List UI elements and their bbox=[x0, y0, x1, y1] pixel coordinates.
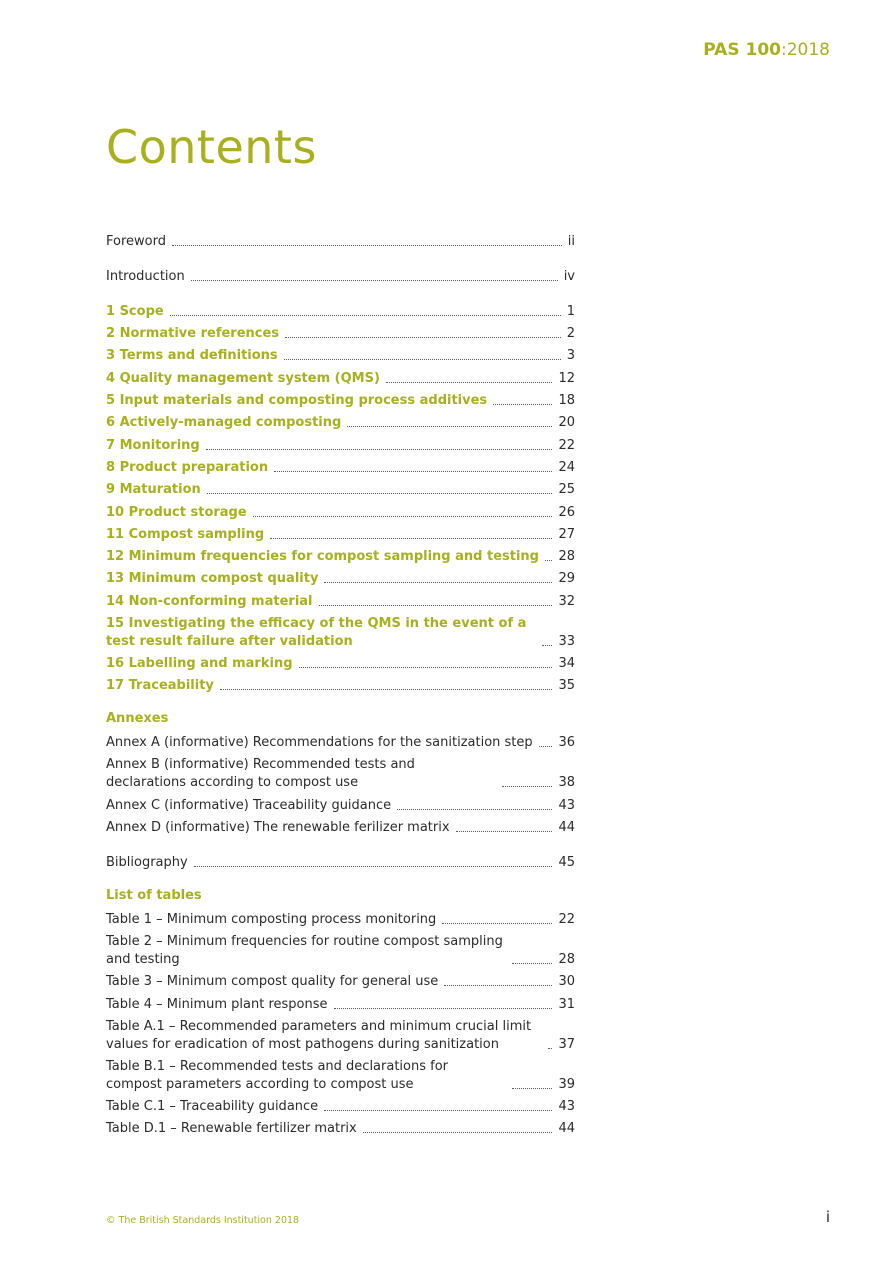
page-number: i bbox=[825, 1208, 830, 1226]
toc-page-number: 3 bbox=[566, 348, 575, 364]
toc-entry-annex-c[interactable] bbox=[106, 792, 575, 814]
toc-entry-text: 4 Quality management system (QMS) bbox=[106, 370, 380, 386]
toc-entry-text: 11 Compost sampling bbox=[106, 526, 265, 542]
toc-page-number: 26 bbox=[558, 504, 575, 520]
toc-page-number: 37 bbox=[558, 1036, 575, 1052]
toc-entry-clause-3[interactable] bbox=[106, 343, 575, 365]
toc-entry-introduction[interactable] bbox=[106, 264, 575, 286]
toc-entry-table-b1[interactable] bbox=[106, 1054, 575, 1094]
toc-page-number: 32 bbox=[558, 593, 575, 609]
toc-entry-clause-4[interactable] bbox=[106, 365, 575, 387]
toc-entry-clause-14[interactable] bbox=[106, 588, 575, 610]
toc-entry-clause-10[interactable] bbox=[106, 499, 575, 521]
toc-page-number: 45 bbox=[558, 854, 575, 870]
dot-leader bbox=[299, 667, 553, 668]
toc-entry-text: 12 Minimum frequencies for compost sampling and testing bbox=[106, 549, 539, 565]
toc-entry-table-4[interactable] bbox=[106, 991, 575, 1013]
toc-page-number: 31 bbox=[558, 996, 575, 1012]
toc-entry-annex-b[interactable] bbox=[106, 752, 575, 792]
toc-entry-text: 16 Labelling and marking bbox=[106, 656, 293, 672]
table-of-contents bbox=[106, 229, 575, 1138]
dot-leader bbox=[347, 426, 552, 427]
toc-entry-table-3[interactable] bbox=[106, 969, 575, 991]
dot-leader bbox=[442, 923, 552, 924]
dot-leader bbox=[324, 1110, 552, 1111]
toc-entry-annex-a[interactable] bbox=[106, 730, 575, 752]
toc-entry-text: 1 Scope bbox=[106, 303, 164, 319]
toc-entry-clause-5[interactable] bbox=[106, 388, 575, 410]
dot-leader bbox=[274, 471, 552, 472]
toc-page-number: 44 bbox=[558, 820, 575, 836]
dot-leader bbox=[456, 831, 553, 832]
toc-entry-text: 3 Terms and definitions bbox=[106, 348, 278, 364]
dot-leader bbox=[172, 245, 562, 246]
dot-leader bbox=[334, 1008, 553, 1009]
toc-entry-text: 15 Investigating the efficacy of the QMS in the event of a test result failure after validation bbox=[106, 615, 527, 649]
dot-leader bbox=[493, 404, 552, 405]
list-of-tables-heading: List of tables bbox=[106, 887, 202, 903]
toc-entry-text: 17 Traceability bbox=[106, 678, 214, 694]
toc-entry-text: 8 Product preparation bbox=[106, 459, 269, 475]
toc-entry-text: Table 4 – Minimum plant response bbox=[106, 996, 328, 1012]
toc-entry-annex-d[interactable] bbox=[106, 815, 575, 837]
dot-leader bbox=[191, 280, 558, 281]
dot-leader bbox=[206, 449, 553, 450]
toc-entry-text: Annex B (informative) Recommended tests and declarations according to compost use bbox=[106, 757, 415, 791]
dot-leader bbox=[502, 786, 552, 787]
toc-entry-text: 7 Monitoring bbox=[106, 437, 200, 453]
toc-entry-table-a1[interactable] bbox=[106, 1014, 575, 1054]
toc-page-number: 25 bbox=[558, 482, 575, 498]
dot-leader bbox=[512, 1088, 552, 1089]
toc-page-number: 22 bbox=[558, 437, 575, 453]
toc-entry-clause-6[interactable] bbox=[106, 410, 575, 432]
dot-leader bbox=[170, 315, 561, 316]
toc-page-number: 28 bbox=[558, 951, 575, 967]
toc-page-number: 30 bbox=[558, 974, 575, 990]
dot-leader bbox=[270, 538, 552, 539]
toc-entry-text: Table D.1 – Renewable fertilizer matrix bbox=[106, 1121, 357, 1137]
toc-entry-clause-9[interactable] bbox=[106, 477, 575, 499]
toc-page-number: 2 bbox=[566, 326, 575, 342]
toc-entry-clause-16[interactable] bbox=[106, 651, 575, 673]
toc-entry-text: Annex C (informative) Traceability guidance bbox=[106, 797, 392, 813]
toc-entry-text: Table 3 – Minimum compost quality for general use bbox=[106, 974, 439, 990]
toc-entry-text: Table B.1 – Recommended tests and declarations for compost parameters according to compost use bbox=[106, 1058, 449, 1092]
toc-page-number: 34 bbox=[558, 656, 575, 672]
standard-code: PAS 100 bbox=[703, 40, 781, 60]
toc-entry-foreword[interactable] bbox=[106, 229, 575, 251]
toc-entry-table-1[interactable] bbox=[106, 907, 575, 929]
toc-entry-text: Annex D (informative) The renewable ferilizer matrix bbox=[106, 820, 450, 836]
toc-entry-table-2[interactable] bbox=[106, 929, 575, 969]
toc-page-number: 36 bbox=[558, 735, 575, 751]
toc-entry-text: 5 Input materials and composting process additives bbox=[106, 393, 488, 409]
toc-page-number: 12 bbox=[558, 370, 575, 386]
dot-leader bbox=[194, 866, 553, 867]
toc-entry-text: Table 1 – Minimum composting process monitoring bbox=[106, 911, 437, 927]
toc-entry-text: Annex A (informative) Recommendations for the sanitization step bbox=[106, 735, 533, 751]
dot-leader bbox=[545, 560, 552, 561]
dot-leader bbox=[319, 605, 553, 606]
toc-entry-text: 2 Normative references bbox=[106, 326, 280, 342]
toc-page-number: ii bbox=[567, 234, 575, 250]
annexes-heading: Annexes bbox=[106, 711, 169, 727]
toc-page-number: 35 bbox=[558, 678, 575, 694]
dot-leader bbox=[253, 516, 553, 517]
dot-leader bbox=[284, 359, 561, 360]
toc-entry-clause-15[interactable] bbox=[106, 611, 575, 651]
page-title: Contents bbox=[106, 120, 317, 174]
toc-entry-text: 9 Maturation bbox=[106, 482, 201, 498]
toc-entry-clause-8[interactable] bbox=[106, 455, 575, 477]
dot-leader bbox=[207, 493, 553, 494]
dot-leader bbox=[363, 1132, 553, 1133]
toc-page-number: 44 bbox=[558, 1121, 575, 1137]
toc-entry-bibliography[interactable] bbox=[106, 850, 575, 872]
toc-page-number: 27 bbox=[558, 526, 575, 542]
toc-entry-table-d1[interactable] bbox=[106, 1116, 575, 1138]
dot-leader bbox=[285, 337, 561, 338]
dot-leader bbox=[512, 963, 552, 964]
toc-entry-clause-17[interactable] bbox=[106, 673, 575, 695]
toc-page-number: 20 bbox=[558, 415, 575, 431]
toc-page-number: 18 bbox=[558, 393, 575, 409]
toc-entry-clause-11[interactable] bbox=[106, 522, 575, 544]
toc-page-number: 38 bbox=[558, 775, 575, 791]
toc-entry-text: 10 Product storage bbox=[106, 504, 247, 520]
toc-entry-clause-7[interactable] bbox=[106, 432, 575, 454]
toc-entry-text: 6 Actively-managed composting bbox=[106, 415, 342, 431]
toc-entry-text: Table C.1 – Traceability guidance bbox=[106, 1098, 319, 1114]
toc-page-number: 39 bbox=[558, 1076, 575, 1092]
toc-entry-clause-12[interactable] bbox=[106, 544, 575, 566]
toc-entry-text: 13 Minimum compost quality bbox=[106, 571, 319, 587]
dot-leader bbox=[324, 582, 552, 583]
toc-entry-text: Table 2 – Minimum frequencies for routine compost sampling and testing bbox=[106, 933, 503, 967]
toc-page-number: 22 bbox=[558, 911, 575, 927]
toc-page-number: 24 bbox=[558, 459, 575, 475]
dot-leader bbox=[548, 1048, 552, 1049]
toc-entry-clause-1[interactable] bbox=[106, 299, 575, 321]
toc-page-number: 33 bbox=[558, 633, 575, 649]
dot-leader bbox=[542, 645, 552, 646]
toc-page-number: iv bbox=[563, 269, 575, 285]
toc-entry-text: Introduction bbox=[106, 269, 185, 285]
dot-leader bbox=[386, 382, 553, 383]
toc-page-number: 29 bbox=[558, 571, 575, 587]
standard-year: :2018 bbox=[781, 40, 830, 60]
copyright-notice: © The British Standards Institution 2018 bbox=[106, 1215, 300, 1226]
toc-page-number: 43 bbox=[558, 797, 575, 813]
dot-leader bbox=[220, 689, 553, 690]
dot-leader bbox=[444, 985, 552, 986]
toc-entry-text: 14 Non-conforming material bbox=[106, 593, 313, 609]
toc-entry-clause-2[interactable] bbox=[106, 321, 575, 343]
dot-leader bbox=[397, 809, 552, 810]
toc-entry-table-c1[interactable] bbox=[106, 1094, 575, 1116]
dot-leader bbox=[539, 746, 553, 747]
toc-entry-text: Bibliography bbox=[106, 854, 188, 870]
toc-page-number: 1 bbox=[566, 303, 575, 319]
toc-entry-text: Table A.1 – Recommended parameters and minimum crucial limit values for eradication of most pathogens during sanitization bbox=[106, 1018, 532, 1052]
toc-page-number: 43 bbox=[558, 1098, 575, 1114]
toc-entry-clause-13[interactable] bbox=[106, 566, 575, 588]
toc-entry-text: Foreword bbox=[106, 234, 166, 250]
document-header bbox=[703, 40, 830, 60]
toc-page-number: 28 bbox=[558, 549, 575, 565]
